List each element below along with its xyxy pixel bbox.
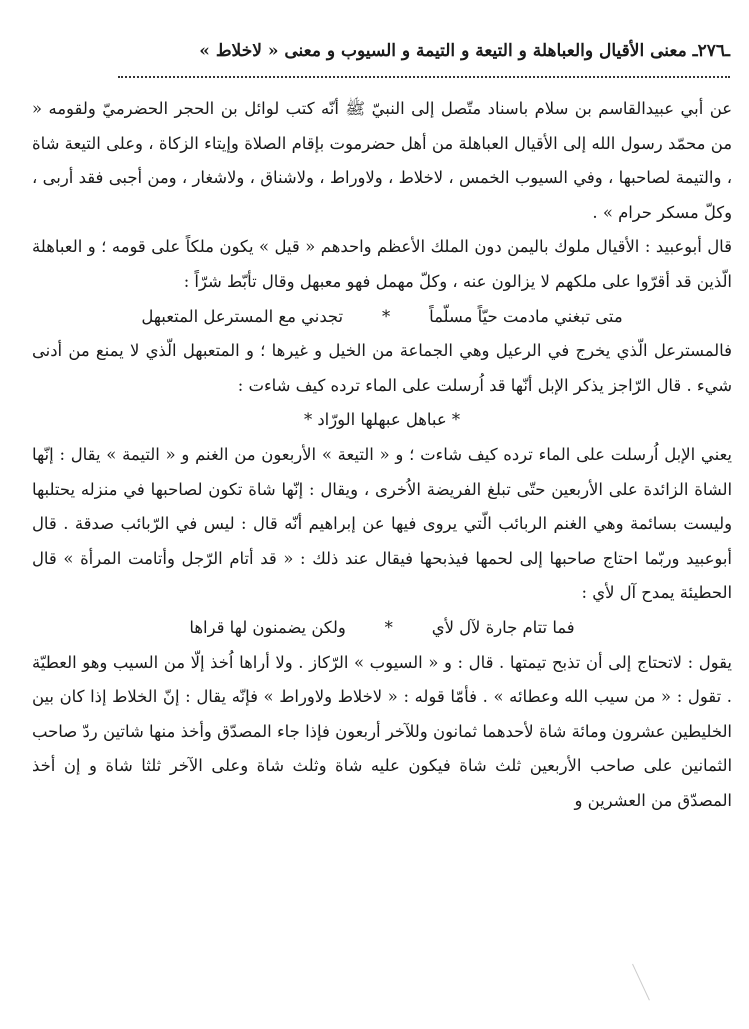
paragraph-suyub-khilat: يقول : لاتحتاج إلى أن تذبح تيمتها . قال : و « السيوب » الرّكاز . ولا أراها اُخذ إلّا من السيب وهو العطيّة . تقول : « من سيب الله وعطائه » . فأمّا قوله : « لاخلاط ولاوراط » فإنّه يقال : إنّ الخلاط إذا كان بين الخليطين عشرون ومائة شاة لأحدهما ثمانون وللآخر أربعون فإذا جاء المصدّق وأخذ منها شاتين ردّ صاحب الثمانين على صاحب الأربعين ثلث شاة فيكون عليه شاة وثلث شاة وعلى الآخر ثلثا شاة و إن أخذ المصدّق من العشرين و bbox=[32, 652, 732, 810]
verse-second-hemistich: تجدني مع المسترعل المتعبهل bbox=[141, 306, 344, 326]
verse-separator: * bbox=[381, 306, 391, 326]
header-dotted-rule bbox=[118, 76, 730, 78]
paragraph-abu-ubaid-aqyal: قال أبوعبيد : الأقيال ملوك باليمن دون الملك الأعظم واحدهم « قيل » يكون ملكاً على قومه ؛ و العباهلة الّذين قد أقرّوا على ملكهم لا يزالون عنه ، وكلّ مهمل فهو معبهل وقال تأبّط شرّاً : bbox=[32, 237, 732, 291]
page-body bbox=[32, 92, 732, 818]
paragraph-letter-to-wail: عن أبي عبيدالقاسم بن سلام باسناد متّصل إلى النبيّ ﷺ أنّه كتب لوائل بن الحجر الحضرميّ ولقومه « من محمّد رسول الله إلى الأقيال العباهلة من أهل حضرموت بإقام الصلاة وإيتاء الزكاة ، وعلى التيعة شاة ، والتيمة لصاحبها ، وفي السيوب الخمس ، لاخلاط ، ولاوراط ، ولاشناق ، ولاشغار ، ومن أجبى فقد أربى ، وكلّ مسكر حرام » . bbox=[32, 99, 732, 222]
verse-separator: * bbox=[384, 617, 393, 637]
page-fold-mark bbox=[632, 960, 659, 1001]
verse-hutayah bbox=[32, 611, 732, 646]
paragraph-mustaril: فالمسترعل الّذي يخرج في الرعيل وهي الجماعة من الخيل و غيرها ؛ و المتعبهل الّذي لا يمنع من أدنى شيء . قال الرّاجز يذكر الإبل أنّها قد اُرسلت على الماء ترده كيف شاءت : bbox=[32, 341, 732, 395]
verse-rajaz-line: * عباهل عبهلها الورّاد * bbox=[303, 410, 461, 430]
paragraph-tayah-taymah: يعني الإبل اُرسلت على الماء ترده كيف شاءت ؛ و « التيعة » الأربعون من الغنم و « التيمة » يقال : إنّها الشاة الزائدة على الأربعين حتّى تبلغ الفريضة الاُخرى ، ويقال : إنّها شاة تكون لصاحبها في منزله يحتلبها وليست بسائمة وهي الغنم الربائب الّتي يروى فيها عن إبراهيم أنّه قال : ليس في الرّبائب صدقة . قال أبوعبيد وربّما احتاج صاحبها إلى لحمها فيذبحها فيقال عند ذلك : « قد أتام الرّجل وأتامت المرأة » قال الحطيئة يمدح آل لأي : bbox=[32, 444, 732, 603]
verse-taabbata-sharran bbox=[32, 300, 732, 335]
verse-first-hemistich: متى تبغني مادمت حيّاً مسلّماً bbox=[429, 306, 623, 326]
verse-first-hemistich: فما تتام جارة لآل لأي bbox=[431, 617, 575, 637]
verse-second-hemistich: ولكن يضمنون لها قراها bbox=[189, 617, 346, 637]
running-header: ـ٢٧٦ـ معنى الأقيال والعباهلة و التيعة و التيمة و السيوب و معنى « لاخلاط » bbox=[199, 41, 730, 61]
